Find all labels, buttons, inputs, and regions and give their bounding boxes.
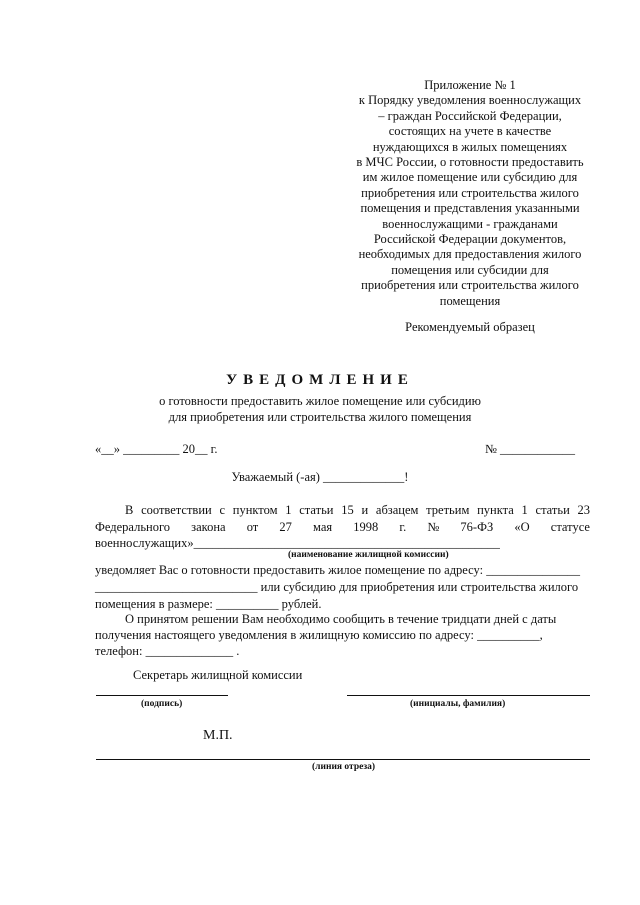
initials-line bbox=[347, 695, 590, 696]
appendix-line: им жилое помещение или субсидию для bbox=[362, 170, 578, 185]
body-word: от bbox=[246, 520, 259, 534]
secretary-label: Секретарь жилищной комиссии bbox=[133, 668, 303, 682]
body-para2-line-2: получения настоящего уведомления в жилищную комиссию по адресу: __________, bbox=[95, 628, 543, 642]
body-line-1 bbox=[95, 503, 590, 518]
body-word: 23 bbox=[577, 503, 590, 517]
body-word: пункта bbox=[477, 503, 514, 517]
body-word: абзацем bbox=[375, 503, 419, 517]
body-word: соответствии bbox=[141, 503, 212, 517]
appendix-line: – граждан Российской Федерации, bbox=[378, 108, 562, 123]
body-word: 15 bbox=[341, 503, 354, 517]
document-title: УВЕДОМЛЕНИЕ bbox=[226, 372, 414, 388]
signature-label: (подпись) bbox=[141, 699, 183, 709]
body-word: «О bbox=[514, 520, 530, 534]
signature-line bbox=[96, 695, 228, 696]
body-line-4: уведомляет Вас о готовности предоставить жилое помещение по адресу: _______________ bbox=[95, 563, 580, 577]
body-word: мая bbox=[313, 520, 333, 534]
body-word: Федерального bbox=[95, 520, 171, 534]
body-word: третьим bbox=[426, 503, 470, 517]
body-line-5: __________________________ или субсидию для приобретения или строительства жилого bbox=[95, 580, 579, 594]
body-line-6: помещения в размере: __________ рублей. bbox=[95, 597, 322, 611]
body-word: г. bbox=[399, 520, 407, 534]
body-word: 76-ФЗ bbox=[460, 520, 494, 534]
body-word: пунктом bbox=[232, 503, 278, 517]
cut-line-label: (линия отреза) bbox=[312, 762, 376, 772]
body-word: № bbox=[427, 520, 440, 534]
appendix-line: нуждающихся в жилых помещениях bbox=[372, 139, 568, 154]
body-word: статусе bbox=[550, 520, 590, 534]
body-word: статьи bbox=[299, 503, 334, 517]
document-subtitle bbox=[0, 394, 640, 425]
appendix-line: помещения bbox=[439, 293, 501, 308]
appendix-line: приобретения или строительства жилого bbox=[361, 185, 579, 200]
body-word: 1998 bbox=[353, 520, 379, 534]
appendix-line: состоящих на учете в качестве bbox=[388, 124, 552, 139]
salutation: Уважаемый (-ая) _____________! bbox=[231, 470, 409, 484]
body-word: закона bbox=[191, 520, 226, 534]
cut-line bbox=[96, 759, 590, 760]
body-line-1-indent: В bbox=[125, 503, 134, 517]
commission-name-label: (наименование жилищной комиссии) bbox=[288, 550, 449, 560]
appendix-line: Приложение № 1 bbox=[424, 78, 516, 92]
appendix-line: Российской Федерации документов, bbox=[373, 232, 567, 247]
recommended-sample-label: Рекомендуемый образец bbox=[405, 320, 535, 334]
appendix-line: в МЧС России, о готовности предоставить bbox=[356, 155, 584, 170]
body-word: и bbox=[361, 503, 369, 517]
appendix-line: помещения и представления указанными bbox=[360, 201, 580, 216]
initials-label: (инициалы, фамилия) bbox=[410, 699, 506, 709]
appendix-line: приобретения или строительства жилого bbox=[361, 278, 579, 293]
appendix-line: помещения или субсидии для bbox=[391, 262, 549, 277]
number-field: № ____________ bbox=[485, 442, 576, 456]
body-para2-line-1: О принятом решении Вам необходимо сообщить в течение тридцати дней с даты bbox=[125, 612, 557, 626]
appendix-line: военнослужащими - гражданами bbox=[382, 216, 558, 231]
appendix-line: к Порядку уведомления военнослужащих bbox=[358, 93, 582, 108]
stamp-placeholder: М.П. bbox=[203, 728, 233, 743]
body-word: 27 bbox=[279, 520, 292, 534]
body-word: статьи bbox=[535, 503, 570, 517]
body-line-2 bbox=[95, 520, 590, 535]
subtitle-line-2: для приобретения или строительства жилого помещения bbox=[168, 409, 472, 424]
date-field: «__» _________ 20__ г. bbox=[95, 442, 218, 456]
body-para2-line-3: телефон: ______________ . bbox=[95, 644, 240, 658]
body-word: с bbox=[219, 503, 226, 517]
body-word: 1 bbox=[285, 503, 292, 517]
body-word: 1 bbox=[521, 503, 528, 517]
appendix-block bbox=[340, 78, 600, 309]
body-line-3: военнослужащих»_________________________________________________ bbox=[95, 536, 500, 550]
subtitle-line-1: о готовности предоставить жилое помещение или субсидию bbox=[159, 394, 481, 408]
appendix-line: необходимых для предоставления жилого bbox=[358, 247, 582, 262]
